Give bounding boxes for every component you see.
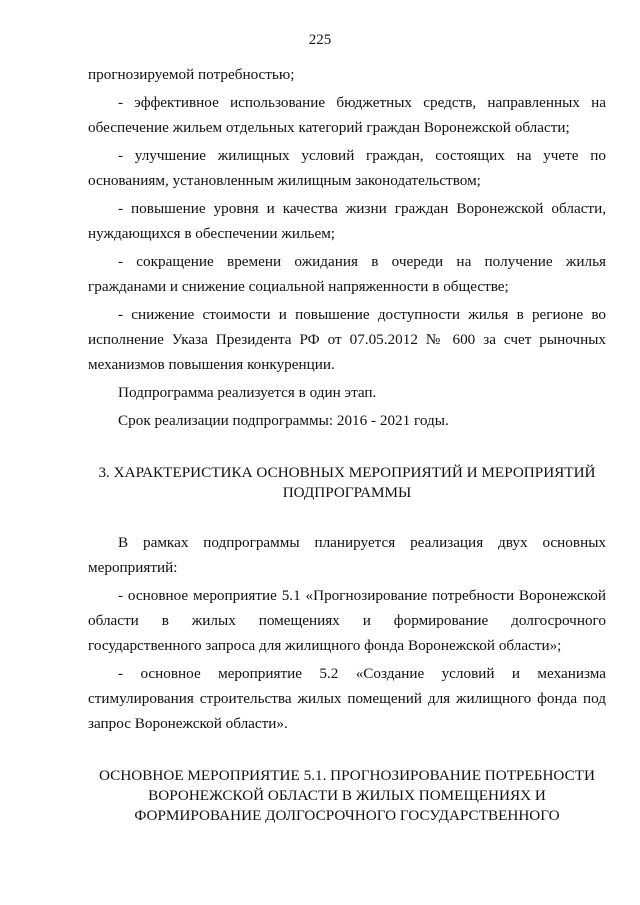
section-3-heading xyxy=(88,463,606,503)
document-body xyxy=(88,62,606,826)
page-number: 225 xyxy=(308,32,332,48)
list-item-activity-5-2: - основное мероприятие 5.2 «Создание условий и механизма стимулирования строительства жилых помещений для жилищного фонда под запрос Воронежской области». xyxy=(88,665,606,732)
list-item-housing-cost: - снижение стоимости и повышение доступности жилья в регионе во исполнение Указа Президента РФ от 07.05.2012 № 600 за счет рыночных механизмов повышения конкуренции. xyxy=(88,306,606,373)
paragraph-single-stage: Подпрограмма реализуется в один этап. xyxy=(118,384,377,401)
paragraph-implementation-period: Срок реализации подпрограммы: 2016 - 2021 годы. xyxy=(118,412,449,429)
section-5-1-heading-line: ОСНОВНОЕ МЕРОПРИЯТИЕ 5.1. ПРОГНОЗИРОВАНИЕ ПОТРЕБНОСТИ xyxy=(99,767,595,784)
list-item-quality-of-life: - повышение уровня и качества жизни граждан Воронежской области, нуждающихся в обеспечении жильем; xyxy=(88,200,606,242)
paragraph-two-activities: В рамках подпрограммы планируется реализация двух основных мероприятий: xyxy=(88,534,606,576)
section-5-1-heading-line: ФОРМИРОВАНИЕ ДОЛГОСРОЧНОГО ГОСУДАРСТВЕННОГО xyxy=(134,807,560,824)
section-5-1-heading xyxy=(88,766,606,826)
section-5-1-heading-line: ВОРОНЕЖСКОЙ ОБЛАСТИ В ЖИЛЫХ ПОМЕЩЕНИЯХ И xyxy=(148,787,546,804)
list-item-activity-5-1: - основное мероприятие 5.1 «Прогнозирование потребности Воронежской области в жилых помещениях и формирование долгосрочного государственного запроса для жилищного фонда Воронежской области»; xyxy=(88,587,606,654)
section-3-heading-line: 3. ХАРАКТЕРИСТИКА ОСНОВНЫХ МЕРОПРИЯТИЙ И МЕРОПРИЯТИЙ xyxy=(98,464,596,481)
paragraph: прогнозируемой потребностью; xyxy=(88,66,295,83)
section-3-heading-line: ПОДПРОГРАММЫ xyxy=(282,484,412,501)
list-item-waiting-time: - сокращение времени ожидания в очереди на получение жилья гражданами и снижение социальной напряженности в обществе; xyxy=(88,253,606,295)
list-item-budget-efficiency: - эффективное использование бюджетных средств, направленных на обеспечение жильем отдельных категорий граждан Воронежской области; xyxy=(88,94,606,136)
list-item-housing-conditions: - улучшение жилищных условий граждан, состоящих на учете по основаниям, установленным жилищным законодательством; xyxy=(88,147,606,189)
